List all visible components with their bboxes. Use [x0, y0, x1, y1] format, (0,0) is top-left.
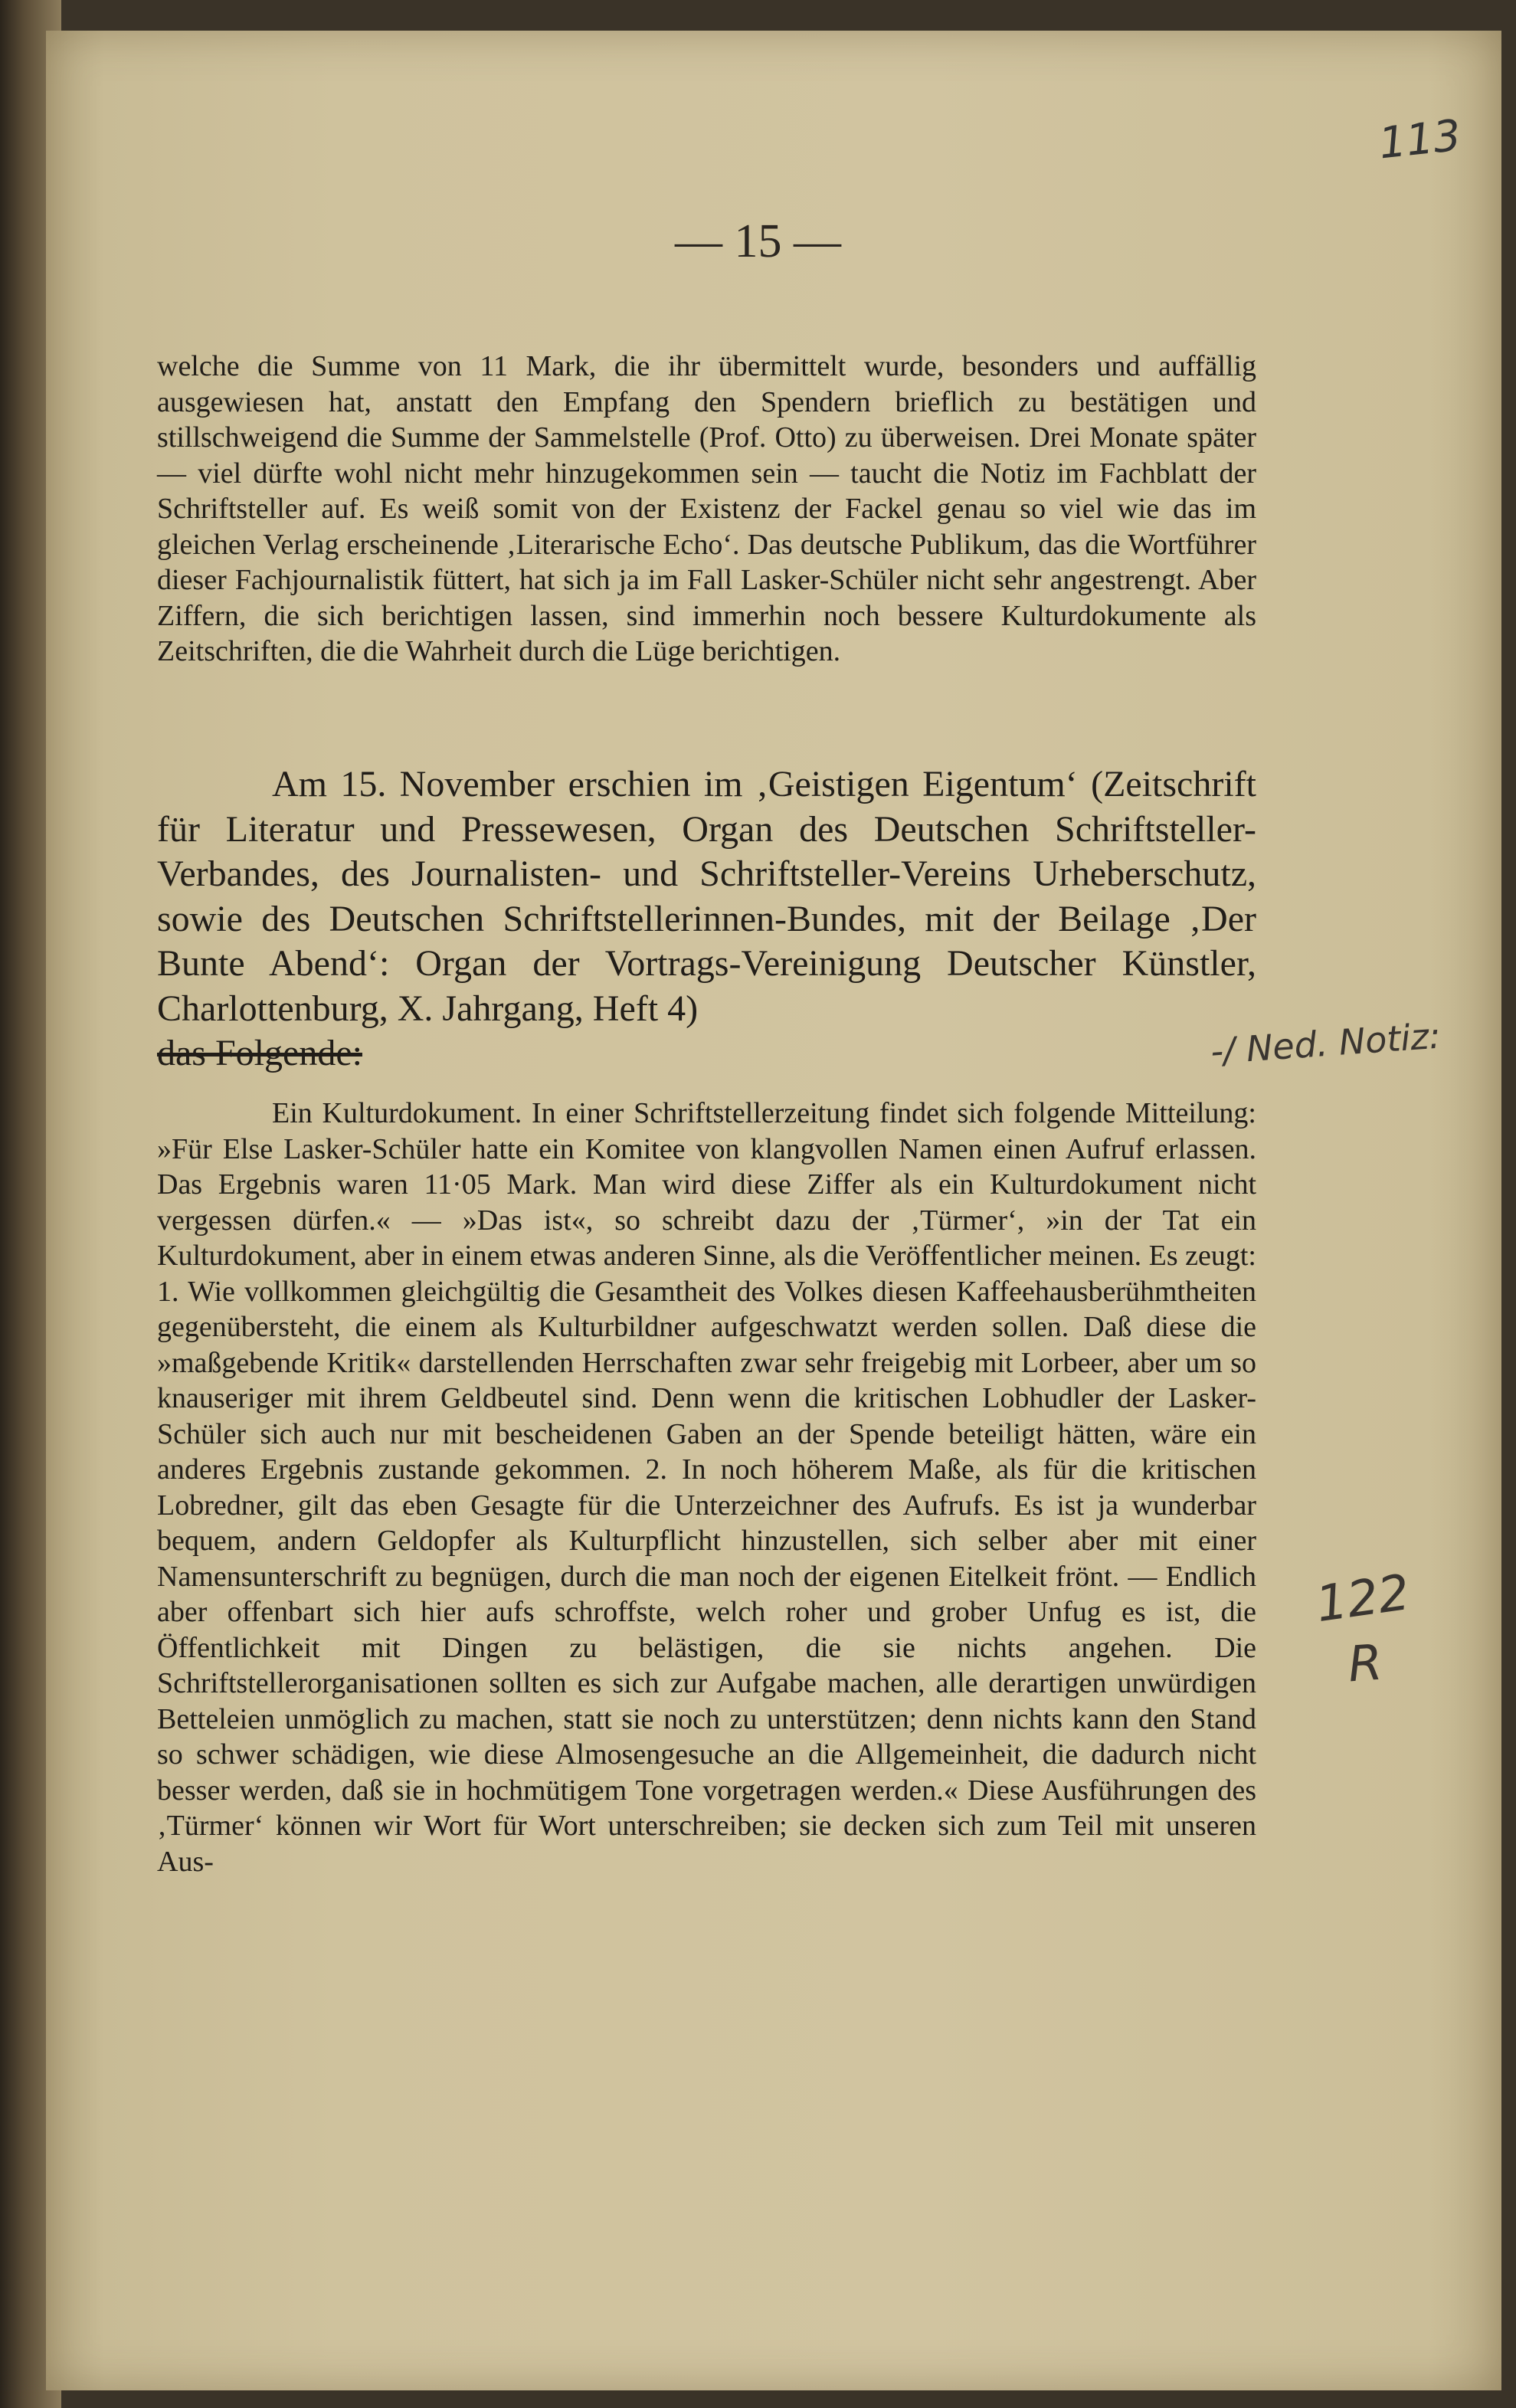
folio-number: 113	[1376, 110, 1463, 169]
page-number: — 15 —	[675, 215, 841, 267]
paragraph-1	[157, 349, 1256, 670]
struck-text: das Folgende:	[157, 1033, 362, 1073]
paragraph-2	[157, 762, 1256, 1076]
paragraph-2-text: Am 15. November erschien im ‚Geistigen Eigentum‘ (Zeitschrift für Literatur und Pressewesen, Organ des Deutschen Schriftsteller-Verbandes, des Journalisten- und Schriftsteller-Vereins Urheberschutz, sowie des Deutschen Schriftstellerinnen-Bundes, mit der Beilage ‚Der Bunte Abend‘: Organ der Vortrags-Vereinigung Deutscher Künstler, Charlottenburg, X. Jahrgang, Heft 4)	[157, 764, 1256, 1029]
handwritten-note-lower: 122	[1312, 1564, 1413, 1634]
paragraph-3	[157, 1096, 1256, 1879]
paragraph-1-text: welche die Summe von 11 Mark, die ihr übermittelt wurde, besonders und auffällig ausgewiesen hat, anstatt den Empfang den Spendern brieflich zu bestätigen und stillschweigend die Summe der Sammelstelle (Prof. Otto) zu überweisen. Drei Monate später — viel dürfte wohl nicht mehr hinzugekommen sein — taucht die Notiz im Fachblatt der Schriftsteller auf. Es weiß somit von der Existenz der Fackel genau so viel wie das im gleichen Verlag erscheinende ‚Literarische Echo‘. Das deutsche Publikum, das die Wortführer dieser Fachjournalistik füttert, hat sich ja im Fall Lasker-Schüler nicht sehr angestrengt. Aber Ziffern, die sich berichtigen lassen, sind immerhin noch bessere Kulturdokumente als Zeitschriften, die die Wahrheit durch die Lüge berichtigen.	[157, 350, 1256, 667]
paragraph-3-text: Ein Kulturdokument. In einer Schriftstellerzeitung findet sich folgende Mitteilung: »Für Else Lasker-Schüler hatte ein Komitee von klangvollen Namen einen Aufruf erlassen. Das Ergebnis waren 11·05 Mark. Man wird diese Ziffer als ein Kulturdokument nicht vergessen dürfen.« — »Das ist«, so schreibt dazu der ‚Türmer‘, »in der Tat ein Kulturdokument, aber in einem etwas anderen Sinne, als die Veröffentlicher meinen. Es zeugt: 1. Wie vollkommen gleichgültig die Gesamtheit des Volkes diesen Kaffeehausberühmtheiten gegenübersteht, die einem als Kulturbildner aufgeschwatzt werden sollen. Daß diese die »maßgebende Kritik« darstellenden Herrschaften zwar sehr freigebig mit Lorbeer, aber um so knauseriger mit ihrem Geldbeutel sind. Denn wenn die kritischen Lobhudler der Lasker-Schüler sich auch nur mit bescheidenen Gaben an der Spende beteiligt hätten, wäre ein anderes Ergebnis zustande gekommen. 2. In noch höherem Maße, als für die kritischen Lobredner, gilt das eben Gesagte für die Unterzeichner des Aufrufs. Es ist ja wunderbar bequem, andern Geldopfer als Kulturpflicht hinzustellen, sich selber aber mit einer Namensunterschrift zu begnügen, durch die man noch der eigenen Eitelkeit frönt. — Endlich aber offenbart sich hier aufs schroffste, welch roher und grober Unfug es ist, die Öffentlichkeit mit Dingen zu belästigen, die sie nichts angehen. Die Schriftstellerorganisationen sollten es sich zur Aufgabe machen, alle derartigen unwürdigen Betteleien unmöglich zu machen, statt sie noch zu unterstützen; denn nichts kann den Stand so schwer schädigen, wie diese Almosengesuche an die Allgemeinheit, die dadurch nicht besser werden, daß sie in hochmütigem Tone vorgetragen werden.« Diese Ausführungen des ‚Türmer‘ können wir Wort für Wort unterschreiben; sie decken sich zum Teil mit unseren Aus-	[157, 1097, 1256, 1878]
handwritten-note-right: -/ Ned. Notiz:	[1209, 1014, 1442, 1073]
paragraph-2-struck	[157, 1031, 1256, 1076]
handwritten-initial: R	[1346, 1634, 1384, 1694]
